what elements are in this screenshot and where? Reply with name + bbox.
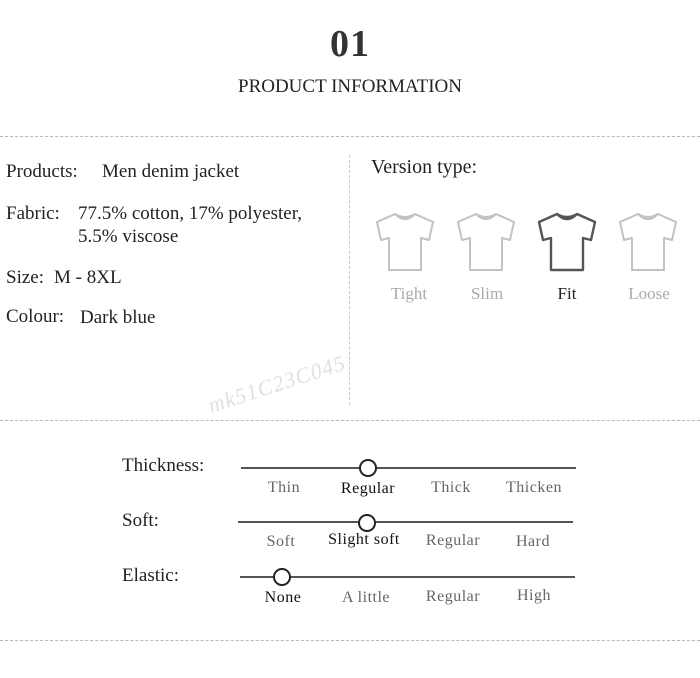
version-label-fit: Fit xyxy=(557,284,577,303)
colour-label: Colour: xyxy=(6,306,65,327)
thickness-indicator xyxy=(359,459,377,477)
soft-option-soft: Soft xyxy=(266,533,296,550)
thickness-track xyxy=(241,467,576,469)
section-number: 01 xyxy=(330,23,370,65)
version-label-tight: Tight xyxy=(390,284,428,303)
soft-label: Soft: xyxy=(122,510,159,531)
soft-option-regular: Regular xyxy=(425,532,481,549)
soft-option-hard: Hard xyxy=(516,533,550,550)
divider-middle xyxy=(0,420,700,421)
elastic-option-a-little: A little xyxy=(342,589,390,606)
section-title: PRODUCT INFORMATION xyxy=(238,76,462,97)
product-info xyxy=(0,0,349,420)
colour-value: Dark blue xyxy=(80,307,156,328)
elastic-option-regular: Regular xyxy=(425,588,481,605)
elastic-label: Elastic: xyxy=(122,565,179,586)
size-label: Size: xyxy=(6,267,44,288)
thickness-option-regular: Regular xyxy=(340,480,396,497)
thickness-option-thick: Thick xyxy=(431,479,471,496)
thickness-label: Thickness: xyxy=(122,455,205,476)
fabric-value-line1: 77.5% cotton, 17% polyester, xyxy=(78,203,303,224)
version-type-title: Version type: xyxy=(371,156,478,178)
fabric-value-line2: 5.5% viscose xyxy=(78,226,179,247)
version-label-slim: Slim xyxy=(470,284,504,303)
thickness-option-thicken: Thicken xyxy=(506,479,562,496)
elastic-option-none: None xyxy=(264,589,302,606)
thickness-option-thin: Thin xyxy=(267,479,301,496)
tshirt-icon xyxy=(616,210,680,274)
watermark: mk51C23C045 xyxy=(205,349,349,418)
products-value: Men denim jacket xyxy=(102,161,240,182)
soft-track xyxy=(238,521,573,523)
tshirt-icon xyxy=(373,210,437,274)
size-value: M - 8XL xyxy=(54,267,122,288)
elastic-indicator xyxy=(273,568,291,586)
version-label-loose: Loose xyxy=(628,284,670,303)
soft-indicator xyxy=(358,514,376,532)
fabric-label: Fabric: xyxy=(6,203,60,224)
tshirt-icon xyxy=(454,210,518,274)
divider-vertical xyxy=(349,155,350,405)
divider-bottom xyxy=(0,640,700,641)
elastic-option-high: High xyxy=(517,587,551,604)
tshirt-icon xyxy=(535,210,599,274)
products-label: Products: xyxy=(6,161,78,182)
soft-option-slight-soft: Slight soft xyxy=(328,531,400,548)
